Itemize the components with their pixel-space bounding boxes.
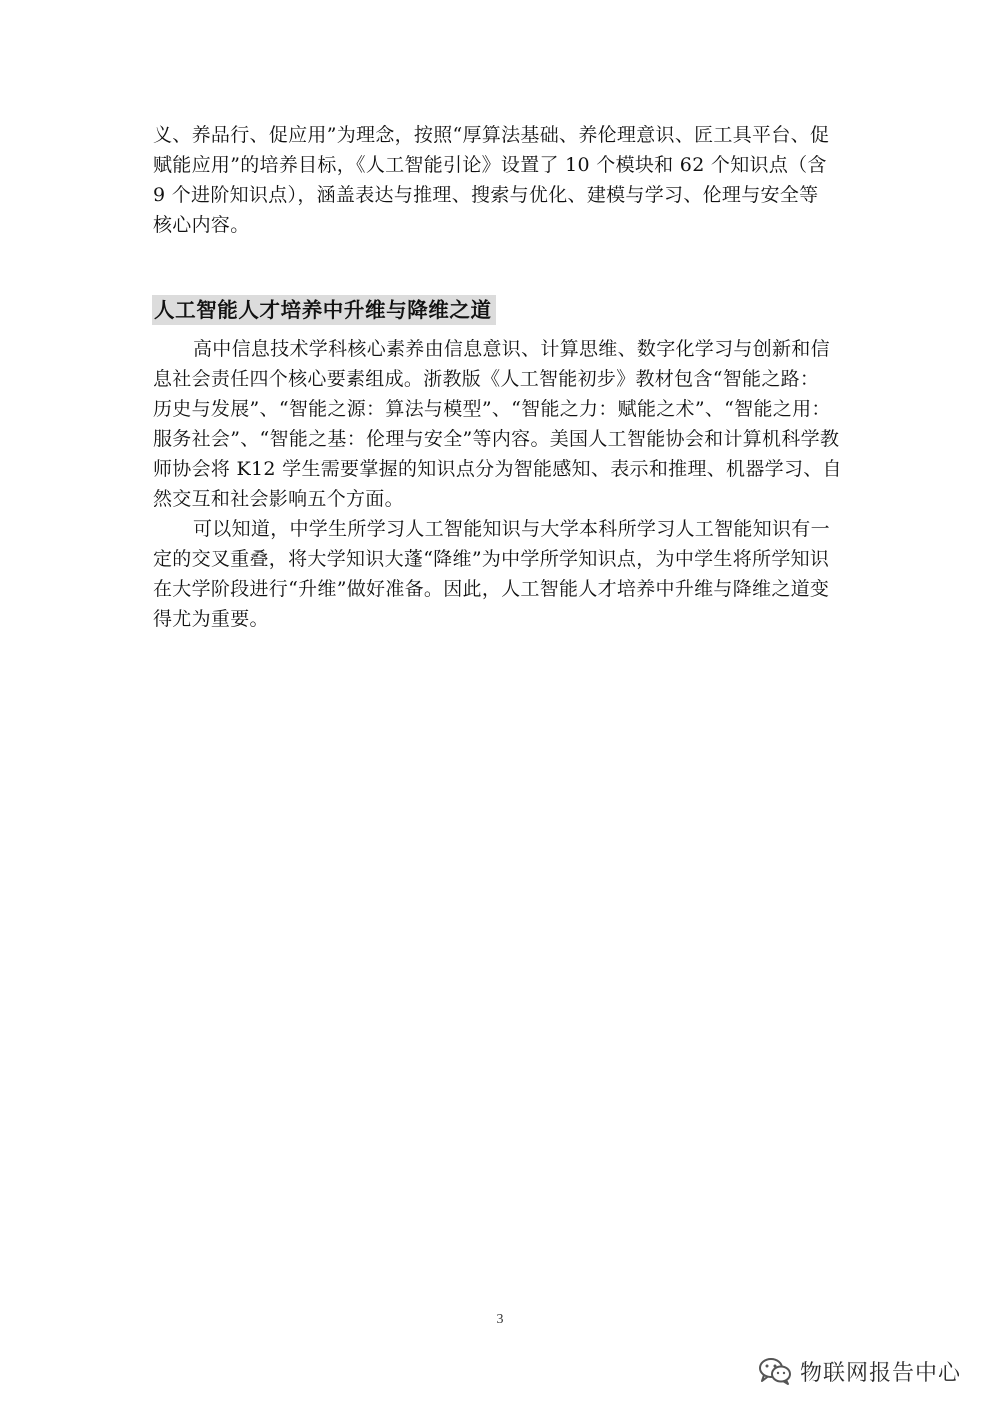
watermark-text: 物联网报告中心 <box>800 1360 962 1386</box>
body-paragraph-2 <box>153 514 853 634</box>
body-paragraph-1 <box>153 334 853 514</box>
intro-paragraph <box>153 120 853 240</box>
section-heading: 人工智能人才培养中升维与降维之道 <box>152 295 496 325</box>
watermark <box>758 1354 961 1388</box>
text-line: 定的交叉重叠，将大学知识大蓬“降维”为中学所学知识点，为中学生将所学知识 <box>153 548 830 570</box>
text-line: 在大学阶段进行“升维”做好准备。因此，人工智能人才培养中升维与降维之道变 <box>153 578 830 600</box>
text-line: 服务社会”、“智能之基：伦理与安全”等内容。美国人工智能协会和计算机科学教 <box>153 428 840 450</box>
text-line: 义、养品行、促应用”为理念，按照“厚算法基础、养伦理意识、匠工具平台、促 <box>153 124 830 146</box>
text-line: 息社会责任四个核心要素组成。浙教版《人工智能初步》教材包含“智能之路： <box>153 368 820 390</box>
text-line: 然交互和社会影响五个方面。 <box>153 488 404 510</box>
text-line: 师协会将 K12 学生需要掌握的知识点分为智能感知、表示和推理、机器学习、自 <box>153 458 842 480</box>
text-line: 9 个进阶知识点），涵盖表达与推理、搜索与优化、建模与学习、伦理与安全等 <box>153 184 819 206</box>
text-line: 得尤为重要。 <box>153 608 269 630</box>
text-line: 历史与发展”、“智能之源：算法与模型”、“智能之力：赋能之术”、“智能之用： <box>153 398 831 420</box>
text-line: 赋能应用”的培养目标，《人工智能引论》设置了 10 个模块和 62 个知识点（含 <box>153 154 827 176</box>
text-line: 高中信息技术学科核心素养由信息意识、计算思维、数字化学习与创新和信 <box>193 338 830 360</box>
text-line: 核心内容。 <box>153 214 250 236</box>
page-number: 3 <box>496 1312 504 1327</box>
text-line: 可以知道，中学生所学习人工智能知识与大学本科所学习人工智能知识有一 <box>193 518 830 540</box>
wechat-icon <box>758 1356 792 1386</box>
